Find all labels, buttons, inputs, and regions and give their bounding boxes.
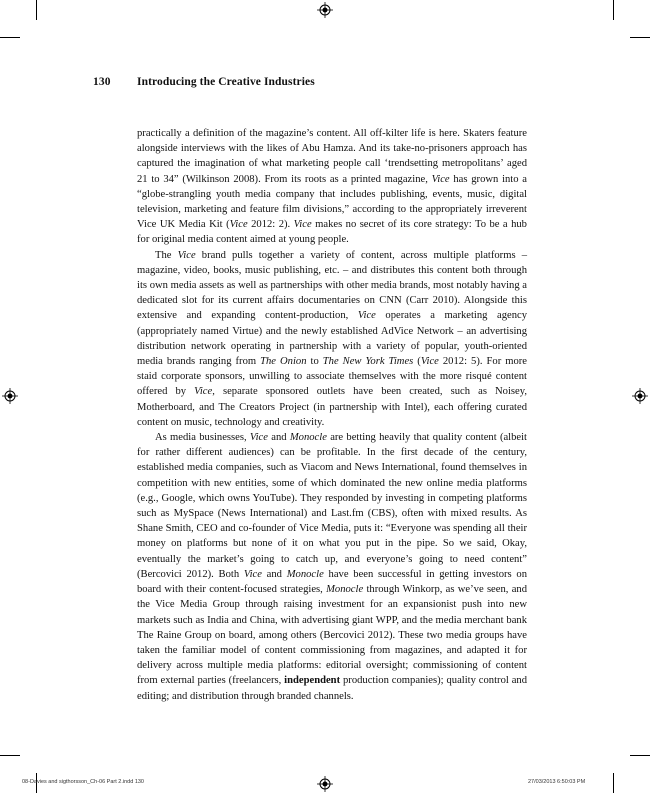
italic-run: Monocle — [326, 584, 364, 596]
italic-run: The New York Times — [322, 356, 414, 368]
text-run: brand pulls together a variety of content, across multiple platforms – magazine, video, books, music publishing, etc. – and distributes this content both through its own media assets as well as partnerships with other media brands, most notably having a dedicated slot for its current affairs documentaries on CNN (Carr 2010). Alongside this extensive and expanding content-production, — [137, 249, 527, 322]
registration-mark-icon — [317, 2, 333, 18]
text-run: , separate sponsored outlets have been created, such as Noisey, Motherboard, and The Creators Project (in partnership with Intel), each offering curated content on music, technology and creativity. — [137, 386, 528, 428]
text-run: have been successful in getting investors on board with their content-focused strategies, — [137, 568, 527, 596]
registration-mark-icon — [317, 776, 333, 792]
text-run: has grown into a “globe-strangling youth media company that includes publishing, events, music, digital television, marketing and feature film divisions,” according to the appropriately irreverent Vice UK Media Kit ( — [137, 173, 527, 231]
crop-mark-top-left — [36, 0, 37, 20]
page-number: 130 — [93, 76, 111, 88]
paragraph — [137, 248, 527, 430]
italic-run: The Onion — [260, 356, 307, 368]
text-run: through Winkorp, as we’ve seen, and the Vice Media Group through raising investment for an expansionist push into new markets such as India and China, with advertising giant WPP, and the media merchant bank The Raine Group on board, among others (Bercovici 2012). These two media groups have taken the familiar model of content commissioning from magazines, and adapted it for delivery across multiple media platforms: editorial oversight; commissioning of content from external parties (freelancers, — [137, 584, 527, 687]
text-run: and — [261, 568, 287, 580]
text-run: As media businesses, — [155, 432, 250, 444]
paragraph — [137, 126, 527, 248]
paragraph — [137, 430, 527, 704]
running-head — [93, 76, 315, 88]
crop-mark-right-top — [630, 37, 650, 38]
italic-run: Vice — [249, 432, 268, 444]
text-run: 2012: 2). — [247, 219, 294, 231]
running-title: Introducing the Creative Industries — [137, 76, 315, 88]
text-run: operates a marketing agency (appropriately named Virtue) and the newly established AdVice Network – an advertising distribution network operating in partnership with a variety of popular, youth-oriented media brands ranging from — [137, 310, 527, 368]
italic-run: Vice — [420, 356, 439, 368]
text-run: ( — [413, 356, 421, 368]
text-run: and — [267, 432, 290, 444]
italic-run: Vice — [177, 249, 196, 261]
crop-mark-left-bottom — [0, 755, 20, 756]
crop-mark-right-bottom — [630, 755, 650, 756]
italic-run: Vice — [293, 219, 312, 231]
italic-run: Vice — [431, 173, 450, 185]
italic-run: Monocle — [286, 568, 324, 580]
registration-mark-icon — [632, 388, 648, 404]
slug-file-name: 08-Davies and sigthorsson_Ch-06 Part 2.indd 130 — [22, 779, 144, 785]
crop-mark-left-top — [0, 37, 20, 38]
text-run: practically a definition of the magazine’s content. All off-kilter life is here. Skaters feature alongside interviews with the likes of Abu Hamza. And its take-no-prisoners approach has captured the imagination of what marketing people call ‘trendsetting metropolitans’ aged 21 to 34” (Wilkinson 2008). From its roots as a printed magazine, — [137, 128, 527, 185]
italic-run: Vice — [194, 386, 213, 398]
text-run: to — [306, 356, 323, 368]
italic-run: Vice — [243, 568, 262, 580]
text-run: makes no secret of its core strategy: To be a hub for original media content aimed at young people. — [137, 219, 527, 246]
italic-run: Monocle — [289, 432, 327, 444]
crop-mark-top-right — [613, 0, 614, 20]
crop-mark-bottom-right — [613, 773, 614, 793]
text-run: production companies); quality control and editing; and distribution through branded channels. — [137, 675, 527, 702]
body-text — [137, 126, 527, 704]
italic-run: Vice — [357, 310, 376, 322]
text-run: The — [155, 249, 178, 261]
italic-run: Vice — [229, 219, 248, 231]
text-run: 2012: 5). For more staid corporate sponsors, unwilling to associate themselves with the more risqué content offered by — [137, 356, 527, 398]
slug-timestamp: 27/03/2013 6:50:03 PM — [528, 779, 586, 785]
text-run: are betting heavily that quality content (albeit for rather different audiences) can be profitable. In the first decade of the century, established media companies, such as Viacom and News International, found themselves in competition with new entities, some of which dominated the new online media platforms (e.g., Google, which owns YouTube). They responded by investing in competing platforms such as MySpace (News International) and Last.fm (CBS), often with mixed results. As Shane Smith, CEO and co-founder of Vice Media, puts it: “Everyone was spending all their money on platforms but none of it on what you put in the pipe. So we said, Okay, eventually the market’s going to catch up, and everyone’s going to need content” (Bercovici 2012). Both — [137, 432, 528, 580]
registration-mark-icon — [2, 388, 18, 404]
bold-run: independent — [284, 675, 341, 687]
